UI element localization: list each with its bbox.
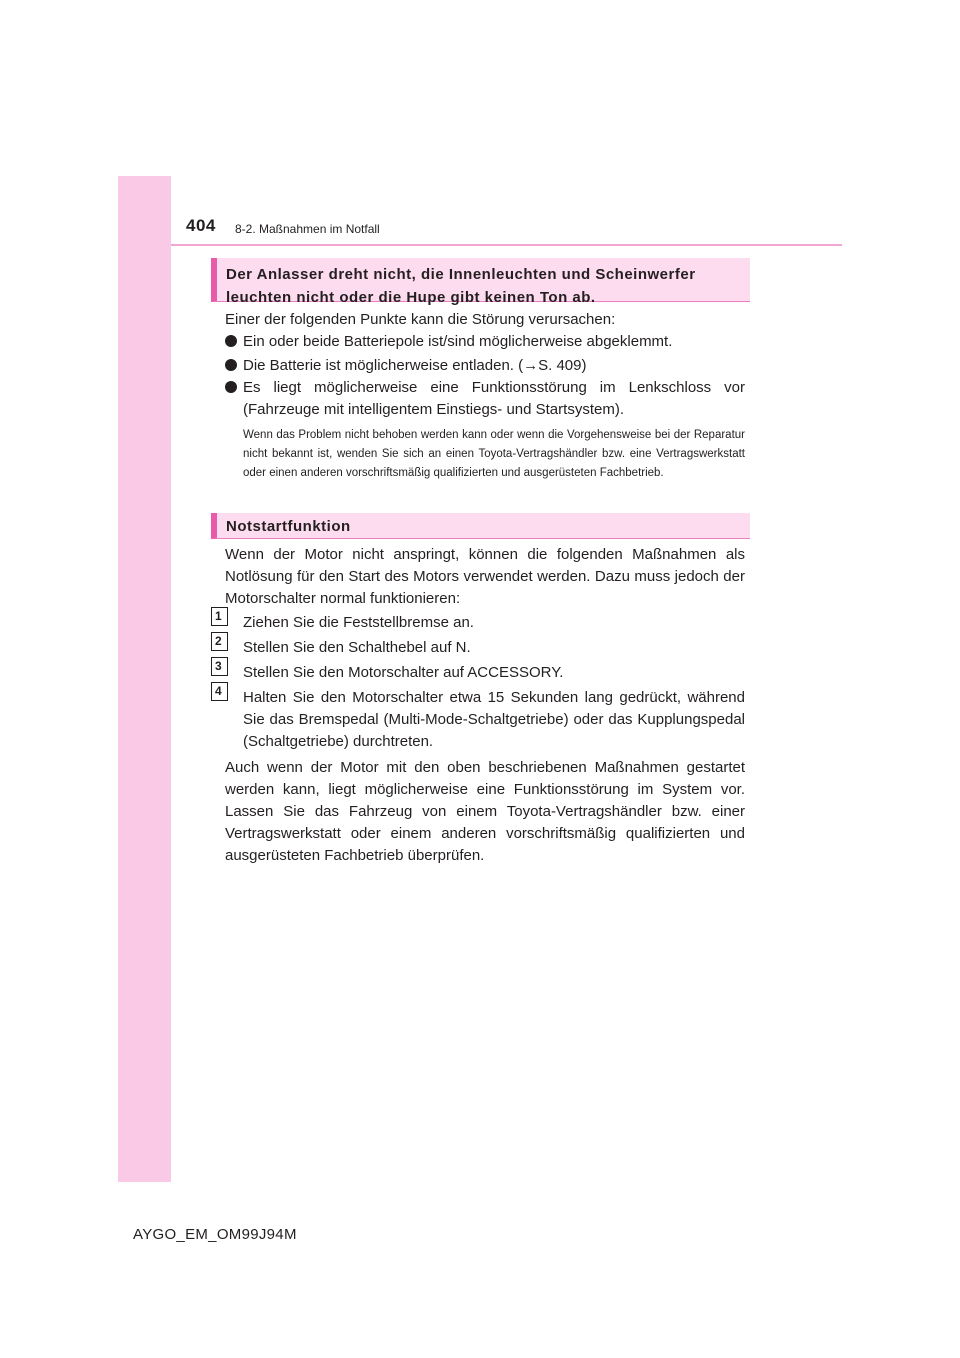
step-item bbox=[211, 609, 745, 634]
bullet-text: Die Batterie ist möglicherweise entladen. (→S. 409) bbox=[243, 357, 587, 374]
bullet-icon bbox=[225, 381, 237, 393]
step-text: Ziehen Sie die Feststellbremse an. bbox=[243, 614, 474, 631]
section1-intro: Einer der folgenden Punkte kann die Störung verursachen: bbox=[225, 311, 616, 328]
section2-intro: Wenn der Motor nicht anspringt, können die folgenden Maßnahmen als Notlösung für den Start des Motors verwendet werden. Dazu muss jedoch der Motorschalter normal funktionieren: bbox=[225, 546, 745, 607]
step-item bbox=[211, 634, 745, 659]
step-number-badge: 2 bbox=[211, 632, 228, 651]
header-rule bbox=[171, 244, 842, 246]
section-heading-starter: Der Anlasser dreht nicht, die Innenleuchten und Scheinwerfer leuchten nicht oder die Hupe gibt keinen Ton ab. bbox=[211, 258, 750, 302]
step-item bbox=[211, 659, 745, 684]
bullet-text: Ein oder beide Batteriepole ist/sind möglicherweise abgeklemmt. bbox=[243, 333, 673, 350]
bullet-item bbox=[225, 377, 745, 421]
step-text: Halten Sie den Motorschalter etwa 15 Sekunden lang gedrückt, während Sie das Bremspedal (Multi-Mode-Schaltgetriebe) oder das Kupplungspedal (Schaltgetriebe) durchtreten. bbox=[243, 689, 745, 750]
step-number-badge: 4 bbox=[211, 682, 228, 701]
step-number-badge: 3 bbox=[211, 657, 228, 676]
page-number: 404 bbox=[186, 216, 216, 235]
bullet-icon bbox=[225, 335, 237, 347]
bullet-text: Es liegt möglicherweise eine Funktionsstörung im Lenkschloss vor (Fahrzeuge mit intelligentem Einstiegs- und Startsystem). bbox=[243, 379, 745, 418]
closing-text: Auch wenn der Motor mit den oben beschriebenen Maßnahmen gestartet werden kann, liegt möglicherweise eine Funktionsstörung im System vor. Lassen Sie das Fahrzeug von einem Toyota-Vertragshändler bzw. einer Vertragswerkstatt oder einem anderen vorschriftsmäßig qualifizierten und ausgerüsteten Fachbetrieb überprüfen. bbox=[225, 759, 745, 864]
step-text: Stellen Sie den Motorschalter auf ACCESSORY. bbox=[243, 664, 564, 681]
step-item bbox=[211, 684, 745, 753]
step-text: Stellen Sie den Schalthebel auf N. bbox=[243, 639, 471, 656]
section-title: 8-2. Maßnahmen im Notfall bbox=[235, 222, 380, 236]
sidebar-tab bbox=[118, 176, 171, 1182]
section-heading-emergency-start: Notstartfunktion bbox=[211, 513, 750, 539]
bullet-item bbox=[225, 331, 745, 353]
bullet-icon bbox=[225, 359, 237, 371]
footer-document-code: AYGO_EM_OM99J94M bbox=[133, 1226, 297, 1243]
bullet-item bbox=[225, 355, 745, 377]
note-text: Wenn das Problem nicht behoben werden kann oder wenn die Vorgehensweise bei der Reparatur nicht bekannt ist, wenden Sie sich an einen Toyota-Vertragshändler bzw. eine Vertragswerkstatt oder einen anderen vorschriftsmäßig qualifizierten und ausgerüsteten Fachbetrieb. bbox=[243, 429, 745, 479]
step-number-badge: 1 bbox=[211, 607, 228, 626]
